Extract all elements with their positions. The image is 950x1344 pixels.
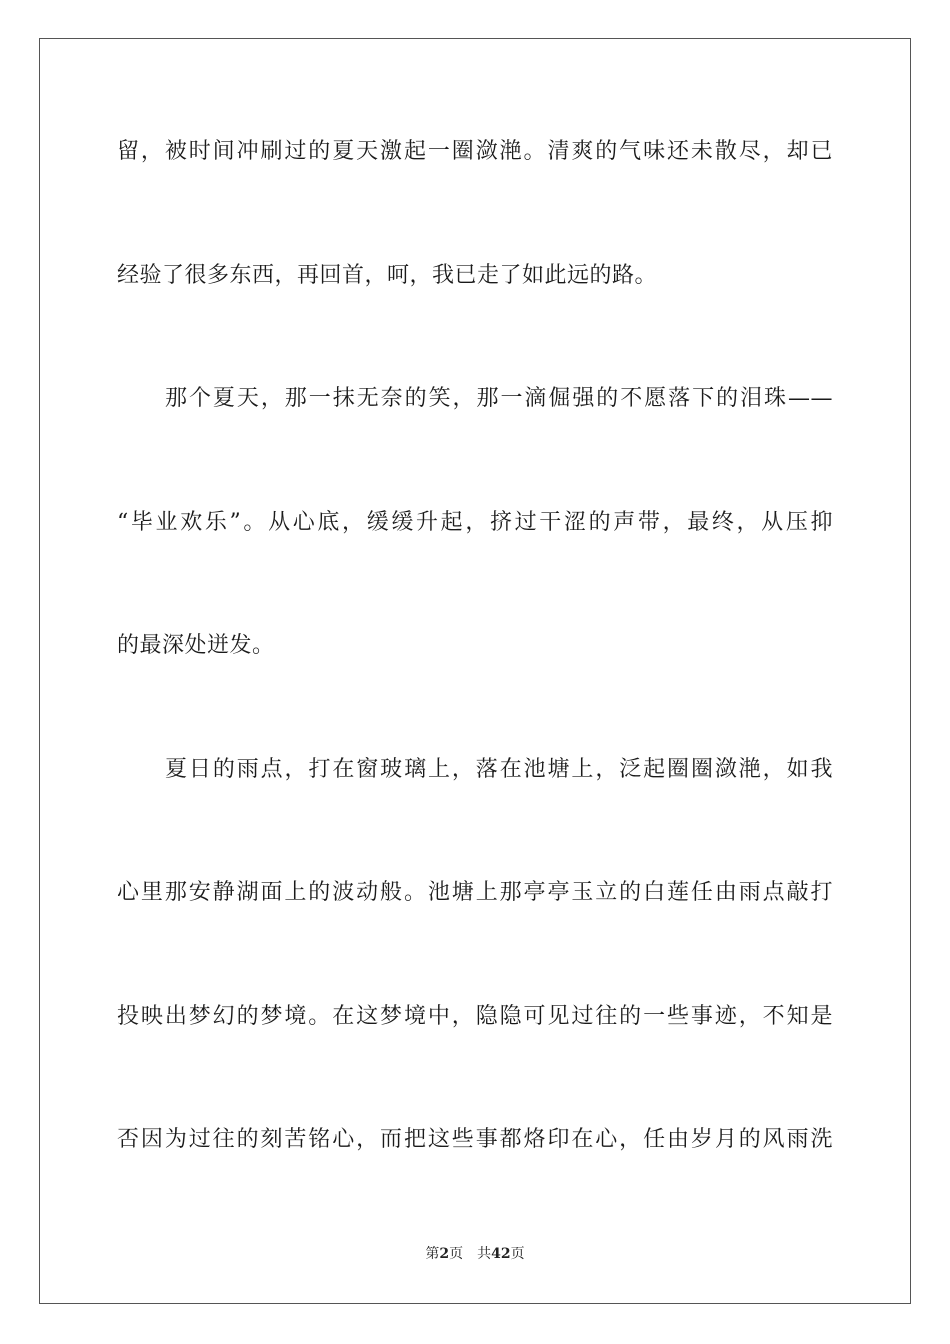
total-prefix: 共 — [477, 1246, 492, 1262]
text-line-8: 投映出梦幻的梦境。在这梦境中，隐隐可见过往的一些事迹，不知是 — [117, 1004, 833, 1029]
current-page-number: 2 — [439, 1246, 450, 1262]
text-line-7: 心里那安静湖面上的波动般。池塘上那亭亭玉立的白莲任由雨点敲打 — [117, 880, 833, 905]
text-line-3: 那个夏天，那一抹无奈的笑，那一滴倔强的不愿落下的泪珠—— — [165, 386, 833, 411]
page-prefix: 第 — [425, 1246, 440, 1262]
text-line-1: 留，被时间冲刷过的夏天激起一圈潋滟。清爽的气味还未散尽，却已 — [117, 139, 833, 164]
text-line-4: “毕业欢乐”。从心底，缓缓升起，挤过干涩的声带，最终，从压抑 — [117, 510, 833, 535]
total-page-number: 42 — [491, 1246, 511, 1262]
page-unit: 页 — [449, 1246, 464, 1262]
text-line-5: 的最深处迸发。 — [117, 633, 275, 658]
page-border — [39, 38, 911, 1304]
page-footer — [0, 1245, 950, 1263]
total-unit: 页 — [510, 1246, 525, 1262]
text-line-6: 夏日的雨点，打在窗玻璃上，落在池塘上，泛起圈圈潋滟，如我 — [165, 757, 833, 782]
text-line-2: 经验了很多东西，再回首，呵，我已走了如此远的路。 — [117, 263, 658, 288]
text-line-9: 否因为过往的刻苦铭心，而把这些事都烙印在心，任由岁月的风雨洗 — [117, 1127, 833, 1152]
